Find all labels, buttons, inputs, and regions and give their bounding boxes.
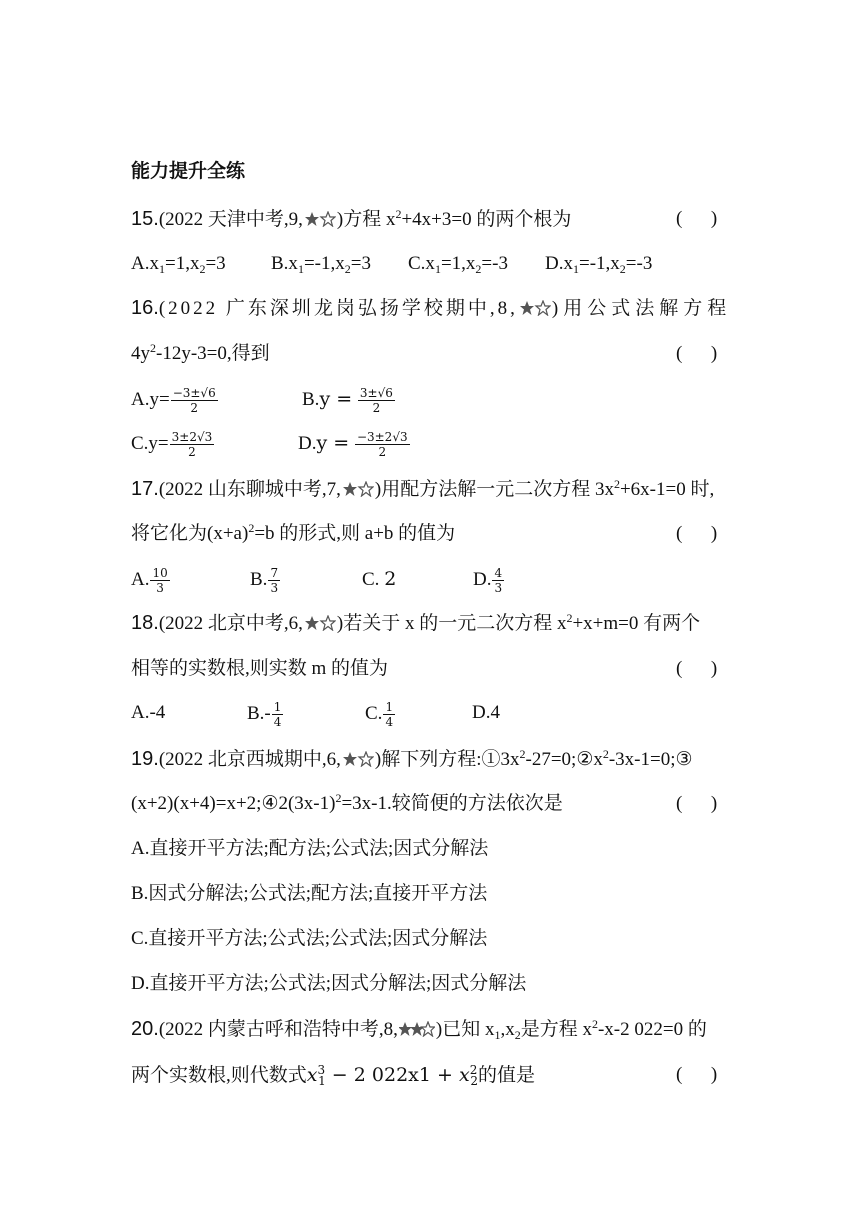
option-d: $D.x_1=-1,x_2=-3$ — [545, 253, 653, 276]
option-d: D.4 — [472, 702, 500, 723]
question-number: 20. — [131, 1018, 159, 1040]
answer-paren: ( ) — [676, 658, 718, 679]
option-a: A. $\frac{10}{3}$ — [131, 566, 168, 595]
option-d: D.直接开平方法;公式法;因式分解法;因式分解法 — [131, 973, 527, 994]
question-source: (2022 广东深圳龙岗弘扬学校期中,8, — [158, 298, 518, 319]
option-a: A.直接开平方法;配方法;公式法;因式分解法 — [131, 838, 489, 859]
question-source: (2022 内蒙古呼和浩特中考,8, — [158, 1019, 398, 1040]
question-source: (2022 山东聊城中考,7, — [158, 479, 341, 500]
question-number: 19. — [131, 748, 159, 770]
difficulty-stars-icon — [304, 211, 336, 227]
question-source: (2022 天津中考,9, — [158, 209, 303, 230]
answer-paren: ( ) — [676, 343, 718, 364]
answer-paren: ( ) — [676, 793, 718, 814]
option-a: $A.x_1=1,x_2=3$ — [131, 253, 226, 276]
option-c: C.y= $\frac{3\pm 2√3}{2}$ — [131, 430, 213, 459]
question-20-line2: 两个实数根,则代数式$x^3_1 - 2$ $022x1 + x^2_2$的值是 — [131, 1063, 535, 1088]
option-b: B.- $\frac{1}{4}$ — [247, 700, 282, 729]
difficulty-stars-icon — [519, 300, 551, 316]
option-c: C. $\frac{1}{4}$ — [365, 700, 394, 729]
answer-paren: ( ) — [676, 1064, 718, 1085]
option-b: $B.x_1=-1,x_2=3$ — [271, 253, 371, 276]
question-source: (2022 北京西城期中,6, — [158, 749, 341, 770]
option-b: B.y = $\frac{3\pm√6}{2}$ — [302, 386, 393, 416]
option-d: D. $\frac{4}{3}$ — [473, 566, 503, 595]
option-c: C. 2 — [362, 568, 397, 590]
question-20: 20.(2022 内蒙古呼和浩特中考,8, )已知 $x_1,x_2$是方程 $x^2-x-2$ 022=0 的 — [131, 1017, 707, 1042]
option-c: C.直接开平方法;公式法;公式法;因式分解法 — [131, 928, 488, 949]
question-18-line2: 相等的实数根,则实数 m 的值为 — [131, 658, 389, 679]
question-17: 17.(2022 山东聊城中考,7, )用配方法解一元二次方程 $3x^2+6x-1=0$ 时, — [131, 477, 715, 500]
option-d: D.y = $\frac{-3\pm 2√3}{2}$ — [298, 430, 408, 460]
question-number: 17. — [131, 478, 159, 500]
question-19: 19.(2022 北京西城期中,6, )解下列方程$:①3x^2-27=0;②x^2-3x-1=0;③$ — [131, 747, 693, 770]
difficulty-stars-icon — [399, 1021, 435, 1037]
question-16: 16.(2022 广东深圳龙岗弘扬学校期中,8, )用公式法解方程 — [131, 297, 732, 319]
option-a: A.y= $\frac{-3\pm√6}{2}$ — [131, 386, 216, 415]
option-c: $C.x_1=1,x_2=-3$ — [408, 253, 508, 276]
difficulty-stars-icon — [342, 481, 374, 497]
question-19-line2: $(x+2)(x+4)=x+2;④2(3x-1)^2=3x-1$.较简便的方法依次是 — [131, 791, 563, 814]
answer-paren: ( ) — [676, 523, 718, 544]
answer-paren: ( ) — [676, 208, 718, 229]
question-16-line2: $4y^2-12y-3=0$,得到 — [131, 341, 270, 364]
question-18: 18.(2022 北京中考,6, )若关于 x 的一元二次方程 $x^2+x+m=0$ 有两个 — [131, 611, 701, 634]
question-source: (2022 北京中考,6, — [158, 613, 303, 634]
difficulty-stars-icon — [304, 615, 336, 631]
question-17-line2: 将它化为$(x+a)^2=b$ 的形式,则 a+b 的值为 — [131, 521, 456, 544]
question-number: 15. — [131, 208, 159, 230]
difficulty-stars-icon — [342, 751, 374, 767]
question-number: 16. — [131, 297, 159, 319]
question-15: 15.(2022 天津中考,9, )方程 $x^2+4x+3=0$ 的两个根为 — [131, 207, 572, 230]
option-a: A.-4 — [131, 702, 166, 723]
option-b: B. $\frac{7}{3}$ — [250, 566, 279, 595]
option-b: B.因式分解法;公式法;配方法;直接开平方法 — [131, 883, 488, 904]
question-number: 18. — [131, 612, 159, 634]
section-title: 能力提升全练 — [131, 161, 246, 182]
